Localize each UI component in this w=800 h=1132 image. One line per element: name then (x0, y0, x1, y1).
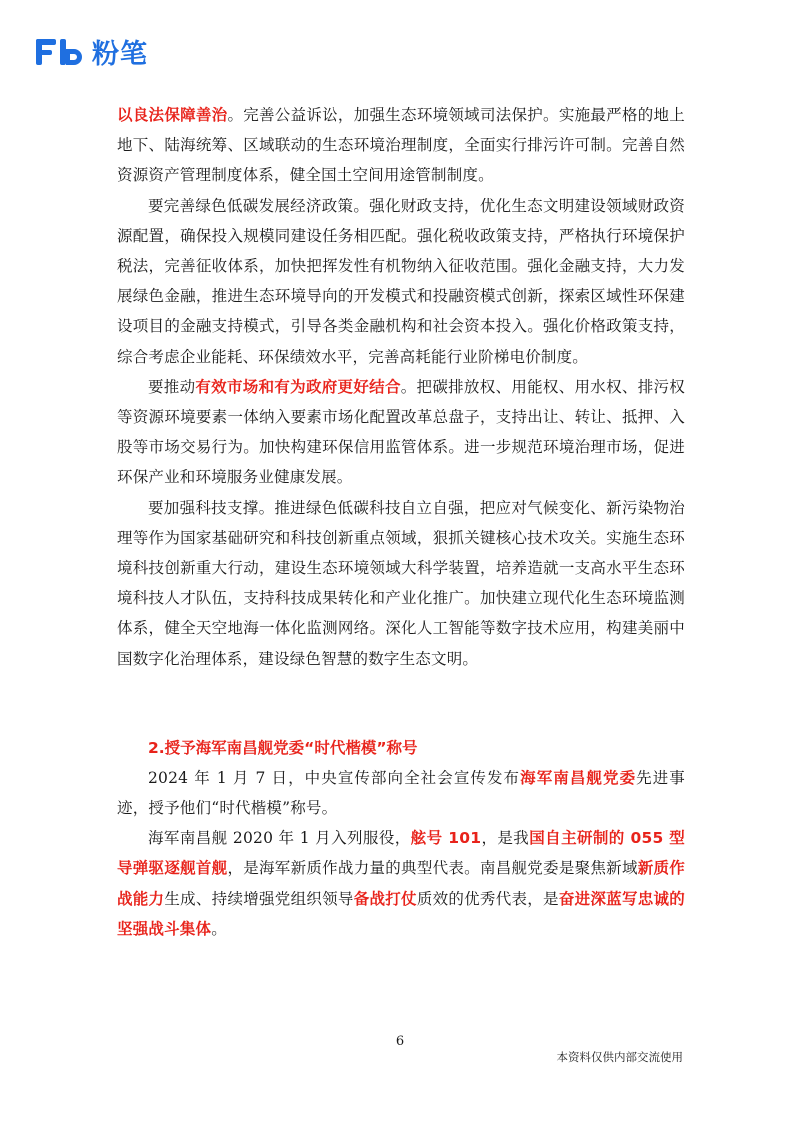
section-heading: 2.授予海军南昌舰党委“时代楷模”称号 (148, 738, 418, 757)
highlighted-text: 有效市场和有为政府更好结合 (195, 377, 401, 396)
footer-note: 本资料仅供内部交流使用 (556, 1050, 683, 1064)
page-number: 6 (395, 1034, 405, 1049)
body-text: 先进事迹，授予他们“时代楷模”称号。 (117, 768, 685, 818)
paragraph (117, 493, 685, 674)
paragraph (117, 763, 685, 823)
body-text: 要加强科技支撑。推进绿色低碳科技自立自强，把应对气候变化、新污染物治理等作为国家基础研究和科技创新重点领域，狠抓关键核心技术攻关。实施生态环境科技创新重大行动，建设生态环境领域大科学装置，培养造就一支高水平生态环境科技人才队伍，支持科技成果转化和产业化推广。加快建立现代化生态环境监测体系，健全天空地海一体化监测网络。深化人工智能等数字技术应用，构建美丽中国数字化治理体系，建设绿色智慧的数字生态文明。 (117, 498, 685, 668)
highlighted-text: 奋进深蓝写忠诚的坚强战斗集体 (117, 889, 685, 938)
highlighted-text: 海军南昌舰党委 (520, 768, 637, 787)
body-text: 。 (211, 919, 227, 938)
body-text: ，是海军新质作战力量的典型代表。南昌舰党委是聚焦新域 (227, 859, 638, 878)
body-text: ，是我 (481, 829, 530, 848)
paragraph (117, 372, 685, 493)
paragraph (117, 823, 685, 944)
highlighted-text: 备战打仗 (353, 889, 417, 908)
body-text: 要完善绿色低碳发展经济政策。强化财政支持，优化生态文明建设领域财政资源配置，确保投入规模同建设任务相匹配。强化税收政策支持，严格执行环境保护税法，完善征收体系，加快把挥发性有机物纳入征收范围。强化金融支持，大力发展绿色金融，推进生态环境导向的开发模式和投融资模式创新，探索区域性环保建设项目的金融支持模式，引导各类金融机构和社会资本投入。强化价格政策支持，综合考虑企业能耗、环保绩效水平，完善高耗能行业阶梯电价制度。 (117, 196, 685, 366)
highlighted-text: 以良法保障善治 (117, 106, 228, 124)
highlighted-text: 新质作战能力 (117, 859, 686, 908)
body-text: 。完善公益诉讼，加强生态环境领域司法保护。实施最严格的地上地下、陆海统筹、区域联动的生态环境治理制度，全面实行排污许可制。完善自然资源资产管理制度体系，健全国土空间用途管制制度。 (117, 106, 685, 185)
paragraph (117, 191, 685, 372)
highlighted-text: 国自主研制的 055 型导弹驱逐舰首舰 (117, 829, 686, 878)
brand-name: 粉笔 (92, 39, 148, 70)
highlighted-text: 舷号 101 (410, 829, 482, 848)
body-text: 2024 年 1 月 7 日，中央宣传部向全社会宣传发布 (148, 768, 521, 787)
body-text: 海军南昌舰 2020 年 1 月入列服役， (148, 829, 411, 848)
paragraph (117, 100, 685, 191)
document-body (117, 100, 685, 944)
body-text: 质效的优秀代表，是 (416, 889, 559, 908)
body-text: 。把碳排放权、用能权、用水权、排污权等资源环境要素一体纳入要素市场化配置改革总盘子，支持出让、转让、抵押、入股等市场交易行为。加快构建环保信用监管体系。进一步规范环境治理市场，促进环保产业和环境服务业健康发展。 (117, 377, 685, 487)
fb-logo-icon (36, 37, 88, 67)
brand-logo (36, 32, 148, 71)
body-text: 要推动 (148, 377, 196, 396)
body-text: 生成、持续增强党组织领导 (164, 889, 354, 908)
